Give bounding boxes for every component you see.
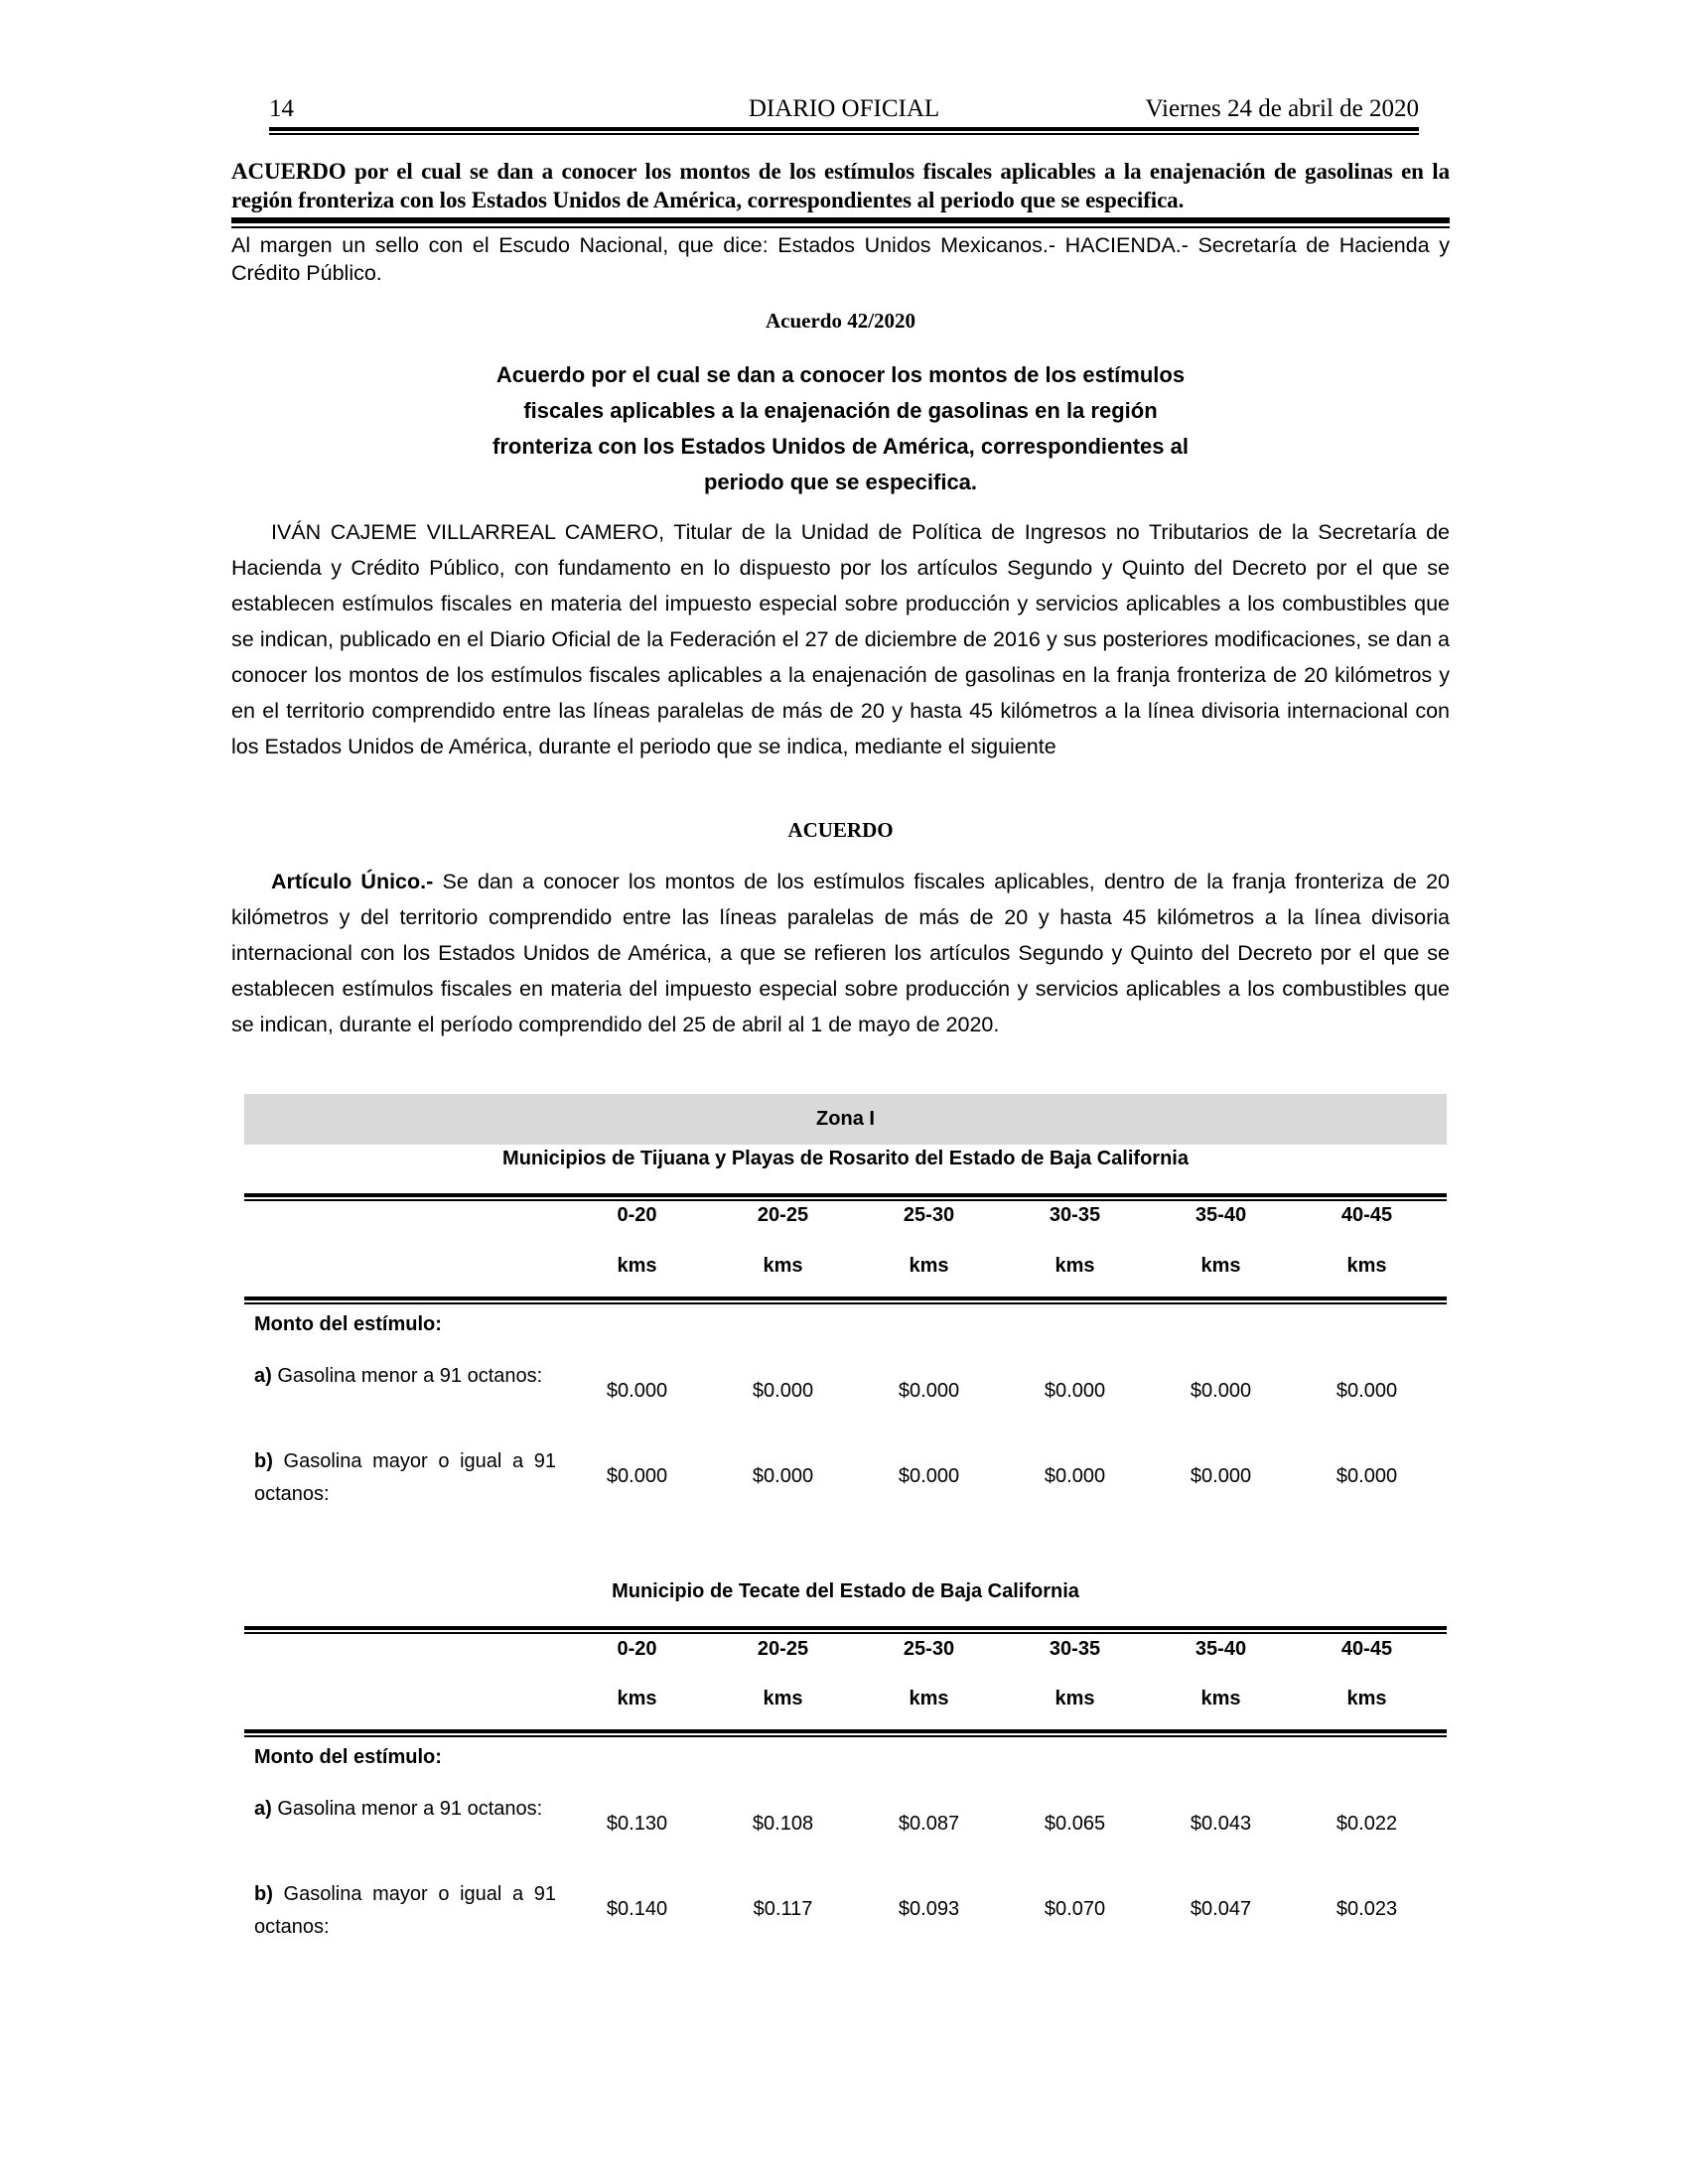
table-cell: $0.000 [752,1465,814,1487]
column-header: 30-35 [1049,1204,1101,1226]
row-label [254,1360,556,1393]
table-cell: $0.022 [1336,1813,1398,1835]
table-cell: $0.000 [606,1465,668,1487]
table-cell: $0.000 [1044,1380,1106,1402]
column-unit: kms [763,1255,803,1277]
table-cell: $0.000 [1336,1465,1398,1487]
zone-header: Zona I [244,1094,1447,1145]
column-unit: kms [1055,1688,1095,1709]
column-header: 40-45 [1340,1204,1393,1226]
column-header: 25-30 [903,1204,955,1226]
column-unit: kms [1346,1688,1387,1709]
column-header: 20-25 [757,1204,809,1226]
document-title: ACUERDO por el cual se dan a conocer los montos de los estímulos fiscales aplicables a la enajenación de gasolinas en la región fronteriza con los Estados Unidos de América, correspondientes al periodo que se especifica. [231,159,1450,212]
table-cell: $0.000 [752,1380,814,1402]
title-rule-thick [231,217,1450,223]
table-title: Municipios de Tijuana y Playas de Rosarito del Estado de Baja California [502,1148,1189,1169]
table-cell: $0.000 [1190,1465,1252,1487]
column-header: 25-30 [903,1638,955,1660]
table-cell: $0.000 [606,1380,668,1402]
column-unit: kms [1346,1255,1387,1277]
row-label-text: Gasolina menor a 91 octanos: [271,1798,543,1820]
row-label [254,1793,556,1826]
column-unit: kms [1200,1255,1241,1277]
table-rule-header-bottom [244,1297,1447,1305]
row-label-text: Gasolina menor a 91 octanos: [271,1365,543,1387]
article-paragraph [231,864,1450,1042]
page-number: 14 [269,95,294,122]
header-rule-thick [269,127,1419,131]
article-label: Artículo Único.- [271,870,434,893]
table-cell: $0.000 [1336,1380,1398,1402]
table-cell: $0.130 [606,1813,668,1835]
table-cell: $0.047 [1190,1898,1252,1920]
column-header: 35-40 [1195,1638,1247,1660]
margin-note: Al margen un sello con el Escudo Nacional, que dice: Estados Unidos Mexicanos.- HACIENDA.- Secretaría de Hacienda y Crédito Público. [231,233,1450,285]
table-cell: $0.070 [1044,1898,1106,1920]
column-unit: kms [617,1688,657,1709]
subtitle-line: fiscales aplicables a la enajenación de gasolinas en la región [523,398,1158,423]
column-header: 20-25 [757,1638,809,1660]
table-cell: $0.065 [1044,1813,1106,1835]
table-cell: $0.000 [898,1465,960,1487]
table-cell: $0.000 [898,1380,960,1402]
table-cell: $0.023 [1336,1898,1398,1920]
table-rule-top [244,1626,1447,1635]
preamble-paragraph: IVÁN CAJEME VILLARREAL CAMERO, Titular de la Unidad de Política de Ingresos no Tributarios de la Secretaría de Hacienda y Crédito Público, con fundamento en lo dispuesto por los artículos Segundo y Quinto del Decreto por el que se establecen estímulos fiscales en materia del impuesto especial sobre producción y servicios aplicables a los combustibles que se indican, publicado en el Diario Oficial de la Federación el 27 de diciembre de 2016 y sus posteriores modificaciones, se dan a conocer los montos de los estímulos fiscales aplicables a la enajenación de gasolinas en la franja fronteriza de 20 kilómetros y en el territorio comprendido entre las líneas paralelas de más de 20 y hasta 45 kilómetros a la línea divisoria internacional con los Estados Unidos de América, durante el periodo que se indica, mediante el siguiente [231,520,1450,758]
header-rule-thin [269,133,1419,135]
row-label-text: Gasolina mayor o igual a 91 octanos: [254,1450,556,1505]
column-header: 0-20 [617,1204,657,1226]
column-header: 40-45 [1340,1638,1393,1660]
table-rule-header-bottom [244,1729,1447,1738]
column-unit: kms [617,1255,657,1277]
column-header: 0-20 [617,1638,657,1660]
subtitle-line: fronteriza con los Estados Unidos de América, correspondientes al [492,434,1189,459]
column-header: 35-40 [1195,1204,1247,1226]
agreement-number: Acuerdo 42/2020 [765,309,916,333]
section-label: Monto del estímulo: [254,1746,442,1768]
section-heading: ACUERDO [787,818,894,842]
table-cell: $0.043 [1190,1813,1252,1835]
publication-date: Viernes 24 de abril de 2020 [1145,95,1419,122]
table-cell: $0.093 [898,1898,960,1920]
column-unit: kms [909,1255,949,1277]
column-unit: kms [763,1688,803,1709]
row-marker: a) [254,1365,272,1387]
row-marker: b) [254,1883,273,1905]
column-unit: kms [1055,1255,1095,1277]
row-marker: b) [254,1450,273,1472]
table-cell: $0.117 [753,1898,813,1920]
table-cell: $0.140 [606,1898,668,1920]
table-title: Municipio de Tecate del Estado de Baja California [612,1580,1079,1602]
row-label-text: Gasolina mayor o igual a 91 octanos: [254,1883,556,1938]
table-cell: $0.108 [752,1813,814,1835]
table-cell: $0.000 [1044,1465,1106,1487]
subtitle-line: Acuerdo por el cual se dan a conocer los montos de los estímulos [495,362,1186,387]
title-rule-thin [231,226,1450,228]
running-header [269,95,1419,125]
article-text: Se dan a conocer los montos de los estímulos fiscales aplicables, dentro de la franja fronteriza de 20 kilómetros y del territorio comprendido entre las líneas paralelas de más de 20 y hasta 45 kilómetros a la línea divisoria internacional con los Estados Unidos de América, a que se refieren los artículos Segundo y Quinto del Decreto por el que se establecen estímulos fiscales en materia del impuesto especial sobre producción y servicios aplicables a los combustibles que se indican, durante el período comprendido del 25 de abril al 1 de mayo de 2020. [231,870,1450,1036]
table-rule-top [244,1193,1447,1202]
column-unit: kms [1200,1688,1241,1709]
table-cell: $0.000 [1190,1380,1252,1402]
row-marker: a) [254,1798,272,1820]
subtitle-line: periodo que se especifica. [703,470,978,494]
agreement-subtitle [427,357,1254,500]
column-unit: kms [909,1688,949,1709]
section-label: Monto del estímulo: [254,1313,442,1335]
row-label [254,1445,556,1511]
row-label [254,1878,556,1944]
publication-name: DIARIO OFICIAL [748,95,940,122]
table-cell: $0.087 [898,1813,960,1835]
column-header: 30-35 [1049,1638,1101,1660]
